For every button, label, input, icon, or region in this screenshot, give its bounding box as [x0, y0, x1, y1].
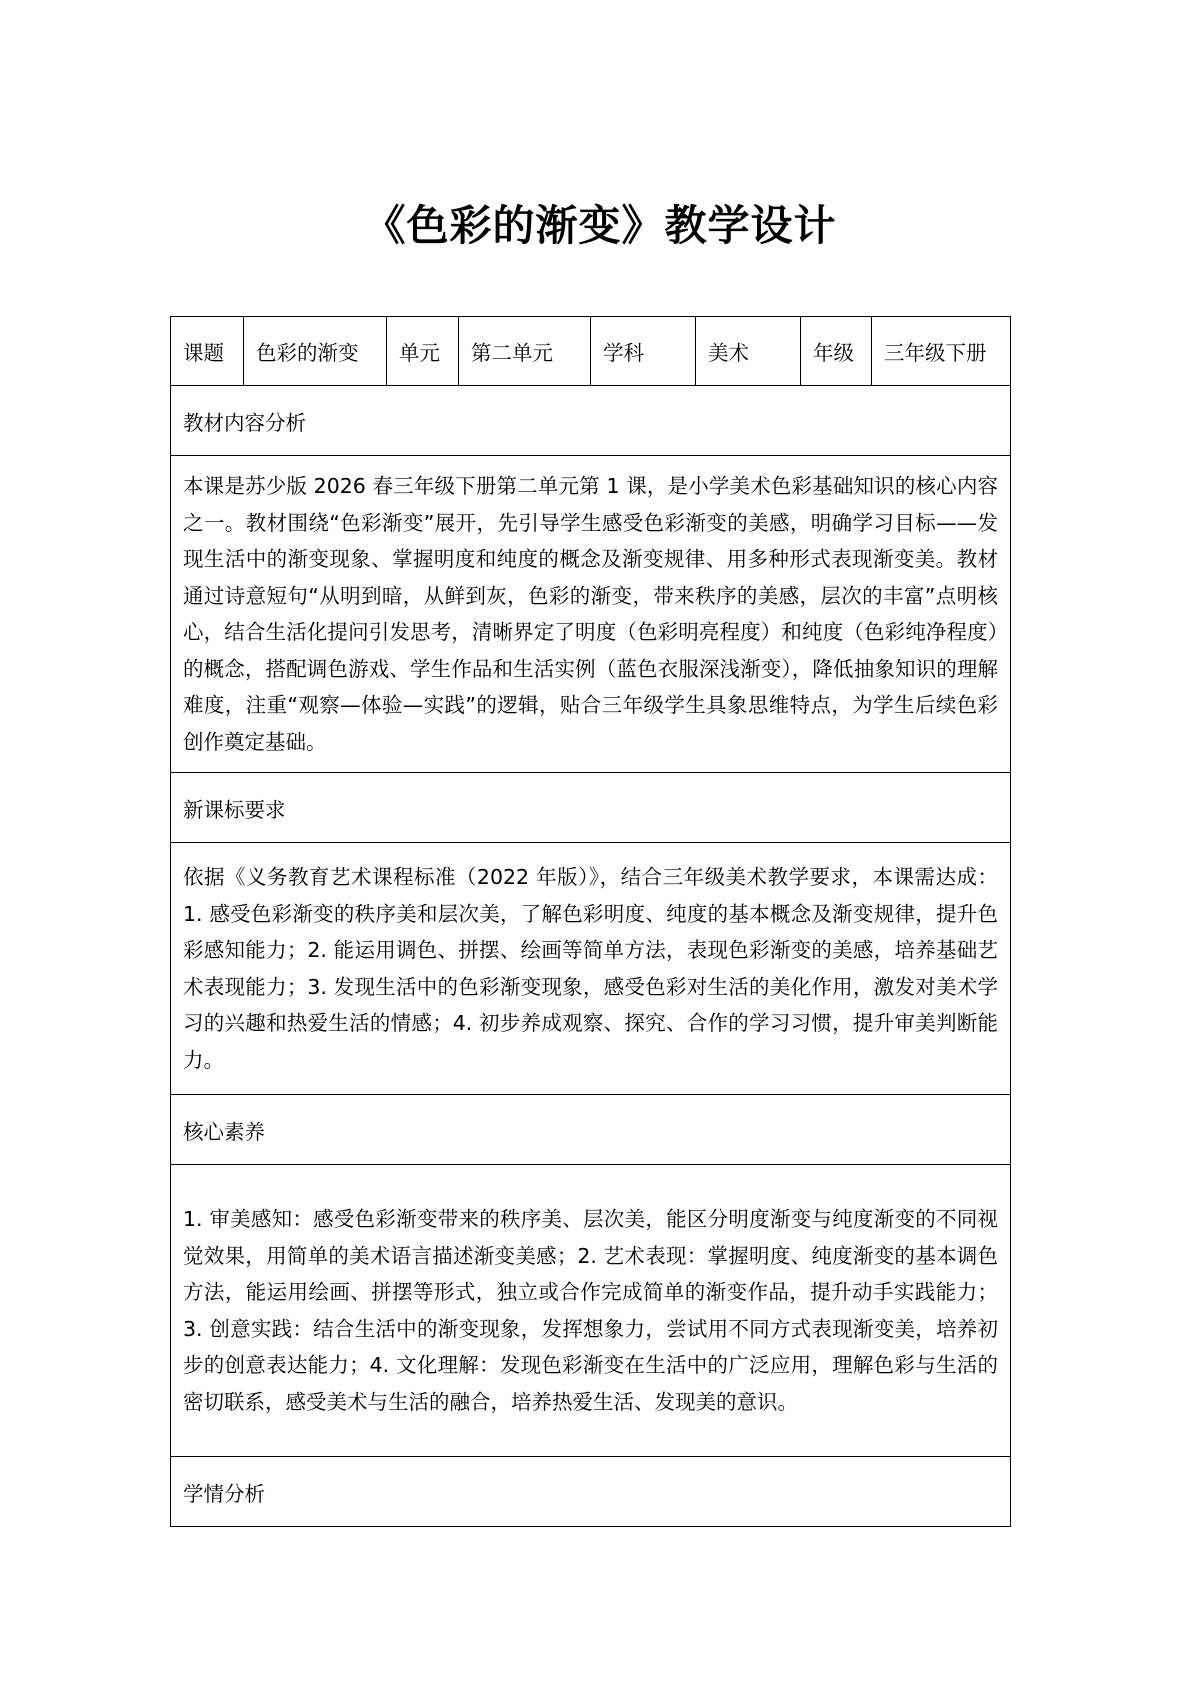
unit-value: 第二单元 — [459, 317, 591, 386]
section-heading-row — [171, 386, 1011, 456]
unit-label: 单元 — [387, 317, 459, 386]
learner-analysis-heading: 学情分析 — [171, 1457, 1011, 1527]
material-analysis-heading: 教材内容分析 — [171, 386, 1011, 456]
section-body-row — [171, 1165, 1011, 1457]
header-row — [171, 317, 1011, 386]
topic-label: 课题 — [171, 317, 244, 386]
subject-label: 学科 — [591, 317, 696, 386]
page-title: 《色彩的渐变》教学设计 — [363, 201, 837, 250]
subject-value: 美术 — [696, 317, 801, 386]
section-body-row — [171, 456, 1011, 773]
section-body-row — [171, 843, 1011, 1095]
grade-label: 年级 — [801, 317, 872, 386]
curriculum-standard-body: 依据《义务教育艺术课程标准（2022 年版）》，结合三年级美术教学要求，本课需达成：1. 感受色彩渐变的秩序美和层次美，了解色彩明度、纯度的基本概念及渐变规律，提升色彩感知能力；2. 能运用调色、拼摆、绘画等简单方法，表现色彩渐变的美感，培养基础艺术表现能力；3. 发现生活中的色彩渐变现象，感受色彩对生活的美化作用，激发对美术学习的兴趣和热爱生活的情感；4. 初步养成观察、探究、合作的学习习惯，提升审美判断能力。 — [171, 843, 1011, 1095]
curriculum-standard-heading: 新课标要求 — [171, 773, 1011, 843]
section-heading-row — [171, 1095, 1011, 1165]
grade-value: 三年级下册 — [872, 317, 1011, 386]
material-analysis-body: 本课是苏少版 2026 春三年级下册第二单元第 1 课，是小学美术色彩基础知识的核心内容之一。教材围绕“色彩渐变”展开，先引导学生感受色彩渐变的美感，明确学习目标——发现生活中的渐变现象、掌握明度和纯度的概念及渐变规律、用多种形式表现渐变美。教材通过诗意短句“从明到暗，从鲜到灰，色彩的渐变，带来秩序的美感，层次的丰富”点明核心，结合生活化提问引发思考，清晰界定了明度（色彩明亮程度）和纯度（色彩纯净程度）的概念，搭配调色游戏、学生作品和生活实例（蓝色衣服深浅渐变），降低抽象知识的理解难度，注重“观察—体验—实践”的逻辑，贴合三年级学生具象思维特点，为学生后续色彩创作奠定基础。 — [171, 456, 1011, 773]
lesson-plan-table — [170, 316, 1011, 1527]
section-heading-row — [171, 773, 1011, 843]
section-heading-row — [171, 1457, 1011, 1527]
core-literacy-heading: 核心素养 — [171, 1095, 1011, 1165]
topic-value: 色彩的渐变 — [244, 317, 387, 386]
core-literacy-body: 1. 审美感知：感受色彩渐变带来的秩序美、层次美，能区分明度渐变与纯度渐变的不同视觉效果，用简单的美术语言描述渐变美感；2. 艺术表现：掌握明度、纯度渐变的基本调色方法，能运用绘画、拼摆等形式，独立或合作完成简单的渐变作品，提升动手实践能力；3. 创意实践：结合生活中的渐变现象，发挥想象力，尝试用不同方式表现渐变美，培养初步的创意表达能力；4. 文化理解：发现色彩渐变在生活中的广泛应用，理解色彩与生活的密切联系，感受美术与生活的融合，培养热爱生活、发现美的意识。 — [171, 1165, 1011, 1457]
